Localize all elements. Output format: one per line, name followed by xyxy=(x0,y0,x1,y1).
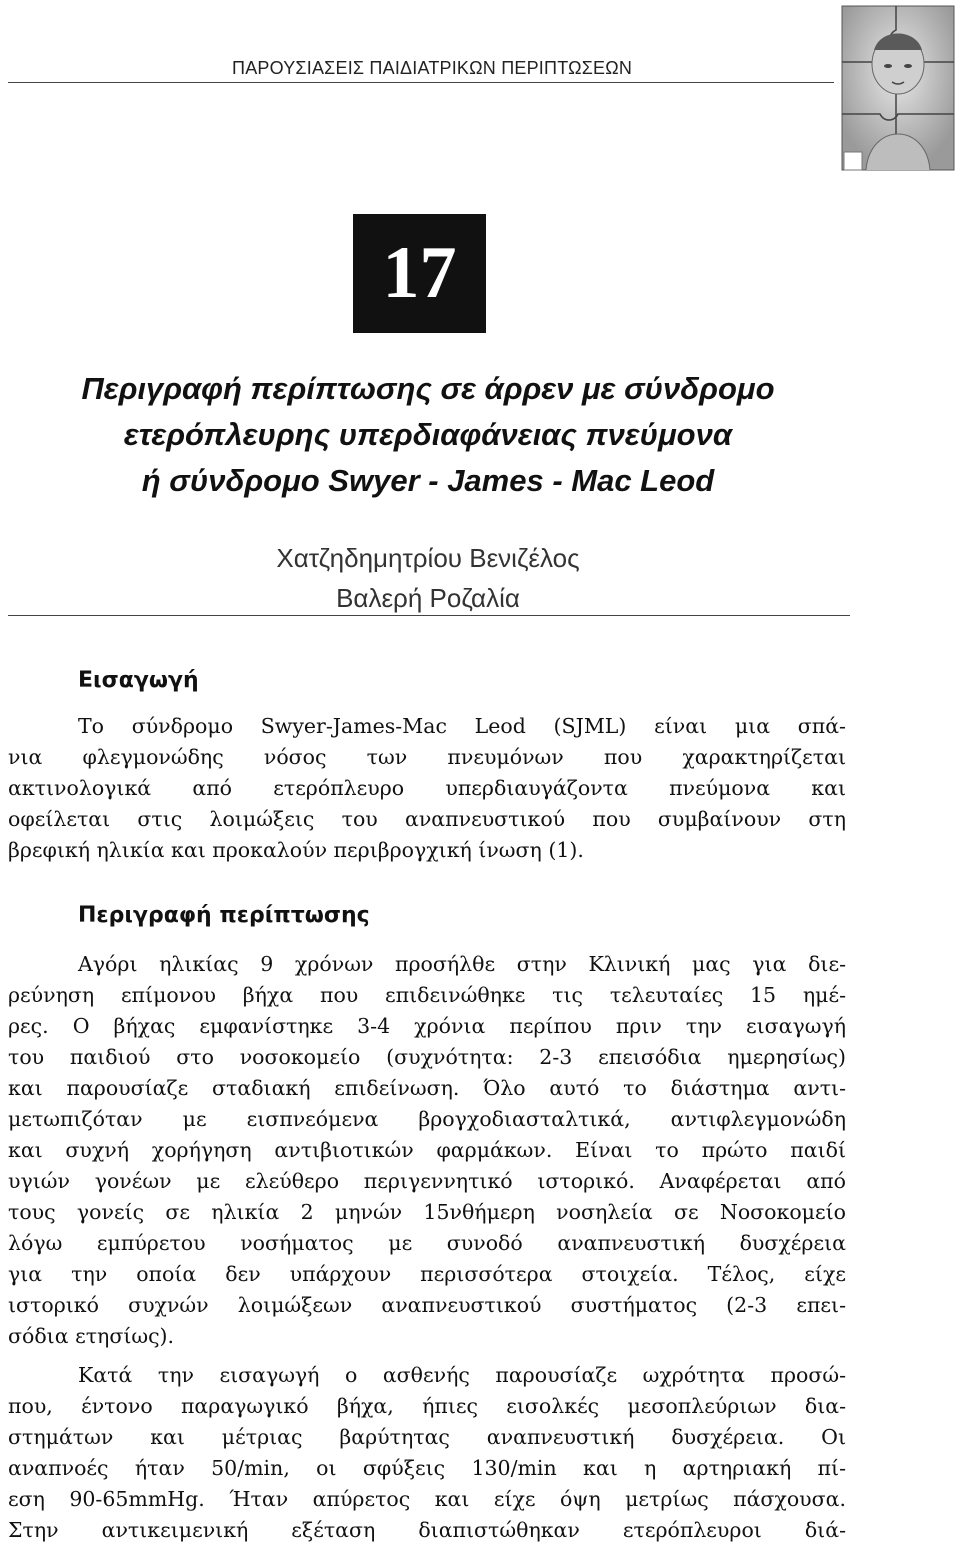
text-line: Αγόρι ηλικίας 9 χρόνων προσήλθε στην Κλινική μας για διε- xyxy=(78,952,846,976)
text-line: αναπνοές ήταν 50/min, οι σφύξεις 130/min και η αρτηριακή πί- xyxy=(8,1456,846,1480)
text-line: και συχνή χορήγηση αντιβιοτικών φαρμάκων. Είναι το πρώτο παιδί xyxy=(8,1138,846,1162)
text-line: σόδια ετησίως). xyxy=(8,1324,175,1348)
title-line: Περιγραφή περίπτωσης σε άρρεν με σύνδρομο xyxy=(81,371,775,406)
text-line: υγιών γονέων με ελεύθερο περιγεννητικό ιστορικό. Αναφέρεται από xyxy=(8,1169,846,1193)
text-line: που, έντονο παραγωγικό βήχα, ήπιες εισολκές μεσοπλεύριων δια- xyxy=(8,1394,846,1418)
text-line: τους γονείς σε ηλικία 2 μηνών 15νθήμερη νοσηλεία σε Νοσοκομείο xyxy=(8,1200,846,1224)
text-line: οφείλεται στις λοιμώξεις του αναπνευστικού που συμβαίνουν στη xyxy=(8,807,846,831)
text-line: του παιδιού στο νοσοκομείο (συχνότητα: 2-3 επεισόδια ημερησίως) xyxy=(8,1045,846,1069)
text-line: ρες. Ο βήχας εμφανίστηκε 3-4 χρόνια περίπου πριν την εισαγωγή xyxy=(8,1014,846,1038)
title-line: ετερόπλευρης υπερδιαφάνειας πνεύμονα xyxy=(123,417,733,452)
header-rule xyxy=(8,82,834,83)
text-line: νια φλεγμονώδης νόσος των πνευμόνων που χαρακτηρίζεται xyxy=(8,745,846,769)
title-line: ή σύνδρομο Swyer - James - Mac Leod xyxy=(141,463,715,498)
running-head: ΠΑΡΟΥΣΙΑΣΕΙΣ ΠΑΙΔΙΑΤΡΙΚΩΝ ΠΕΡΙΠΤΩΣΕΩΝ xyxy=(232,58,633,78)
paragraph-case-2 xyxy=(8,1360,846,1546)
chapter-number-box xyxy=(353,214,486,333)
text-line: για την οποία δεν υπάρχουν περισσότερα στοιχεία. Τέλος, είχε xyxy=(8,1262,846,1286)
text-line: ακτινολογικά από ετερόπλευρο υπερδιαυγάζοντα πνεύμονα και xyxy=(8,776,846,800)
paragraph-case-1 xyxy=(8,949,846,1352)
text-line: ρεύνηση επίμονου βήχα που επιδεινώθηκε τις τελευταίες 15 ημέ- xyxy=(8,983,846,1007)
text-line: ιστορικό συχνών λοιμώξεων αναπνευστικού συστήματος (2-3 επει- xyxy=(8,1293,846,1317)
text-line: εση 90-65mmHg. Ήταν απύρετος και είχε όψη μετρίως πάσχουσα. xyxy=(8,1487,846,1511)
paragraph-introduction xyxy=(8,711,846,866)
author-list xyxy=(0,538,856,618)
chapter-number: 17 xyxy=(382,232,457,314)
text-line: Το σύνδρομο Swyer-James-Mac Leod (SJML) είναι μια σπά- xyxy=(78,714,846,738)
text-line: λόγω εμπύρετου νοσήματος με συνοδό αναπνευστική δυσχέρεια xyxy=(8,1231,846,1255)
text-line: βρεφική ηλικία και προκαλούν περιβρογχική ίνωση (1). xyxy=(8,838,584,862)
text-line: Κατά την εισαγωγή ο ασθενής παρουσίαζε ωχρότητα προσώ- xyxy=(78,1363,846,1387)
authors-rule xyxy=(8,615,850,616)
text-line: και παρουσίαζε σταδιακή επιδείνωση. Όλο αυτό το διάστημα αντι- xyxy=(8,1076,846,1100)
text-line: μετωπιζόταν με εισπνεόμενα βρογχοδιασταλτικά, αντιφλεγμονώδη xyxy=(8,1107,846,1131)
author-name: Βαλερή Ροζαλία xyxy=(336,583,520,613)
article-title xyxy=(0,366,856,504)
puzzle-child-photo-icon xyxy=(836,2,958,172)
section-heading-introduction: Εισαγωγή xyxy=(78,668,199,693)
section-heading-case-description: Περιγραφή περίπτωσης xyxy=(78,903,370,928)
text-line: Στην αντικειμενική εξέταση διαπιστώθηκαν ετερόπλευροι διά- xyxy=(8,1518,846,1542)
author-name: Χατζηδημητρίου Βενιζέλος xyxy=(276,543,580,573)
text-line: στημάτων και μέτριας βαρύτητας αναπνευστική δυσχέρεια. Οι xyxy=(8,1425,846,1449)
